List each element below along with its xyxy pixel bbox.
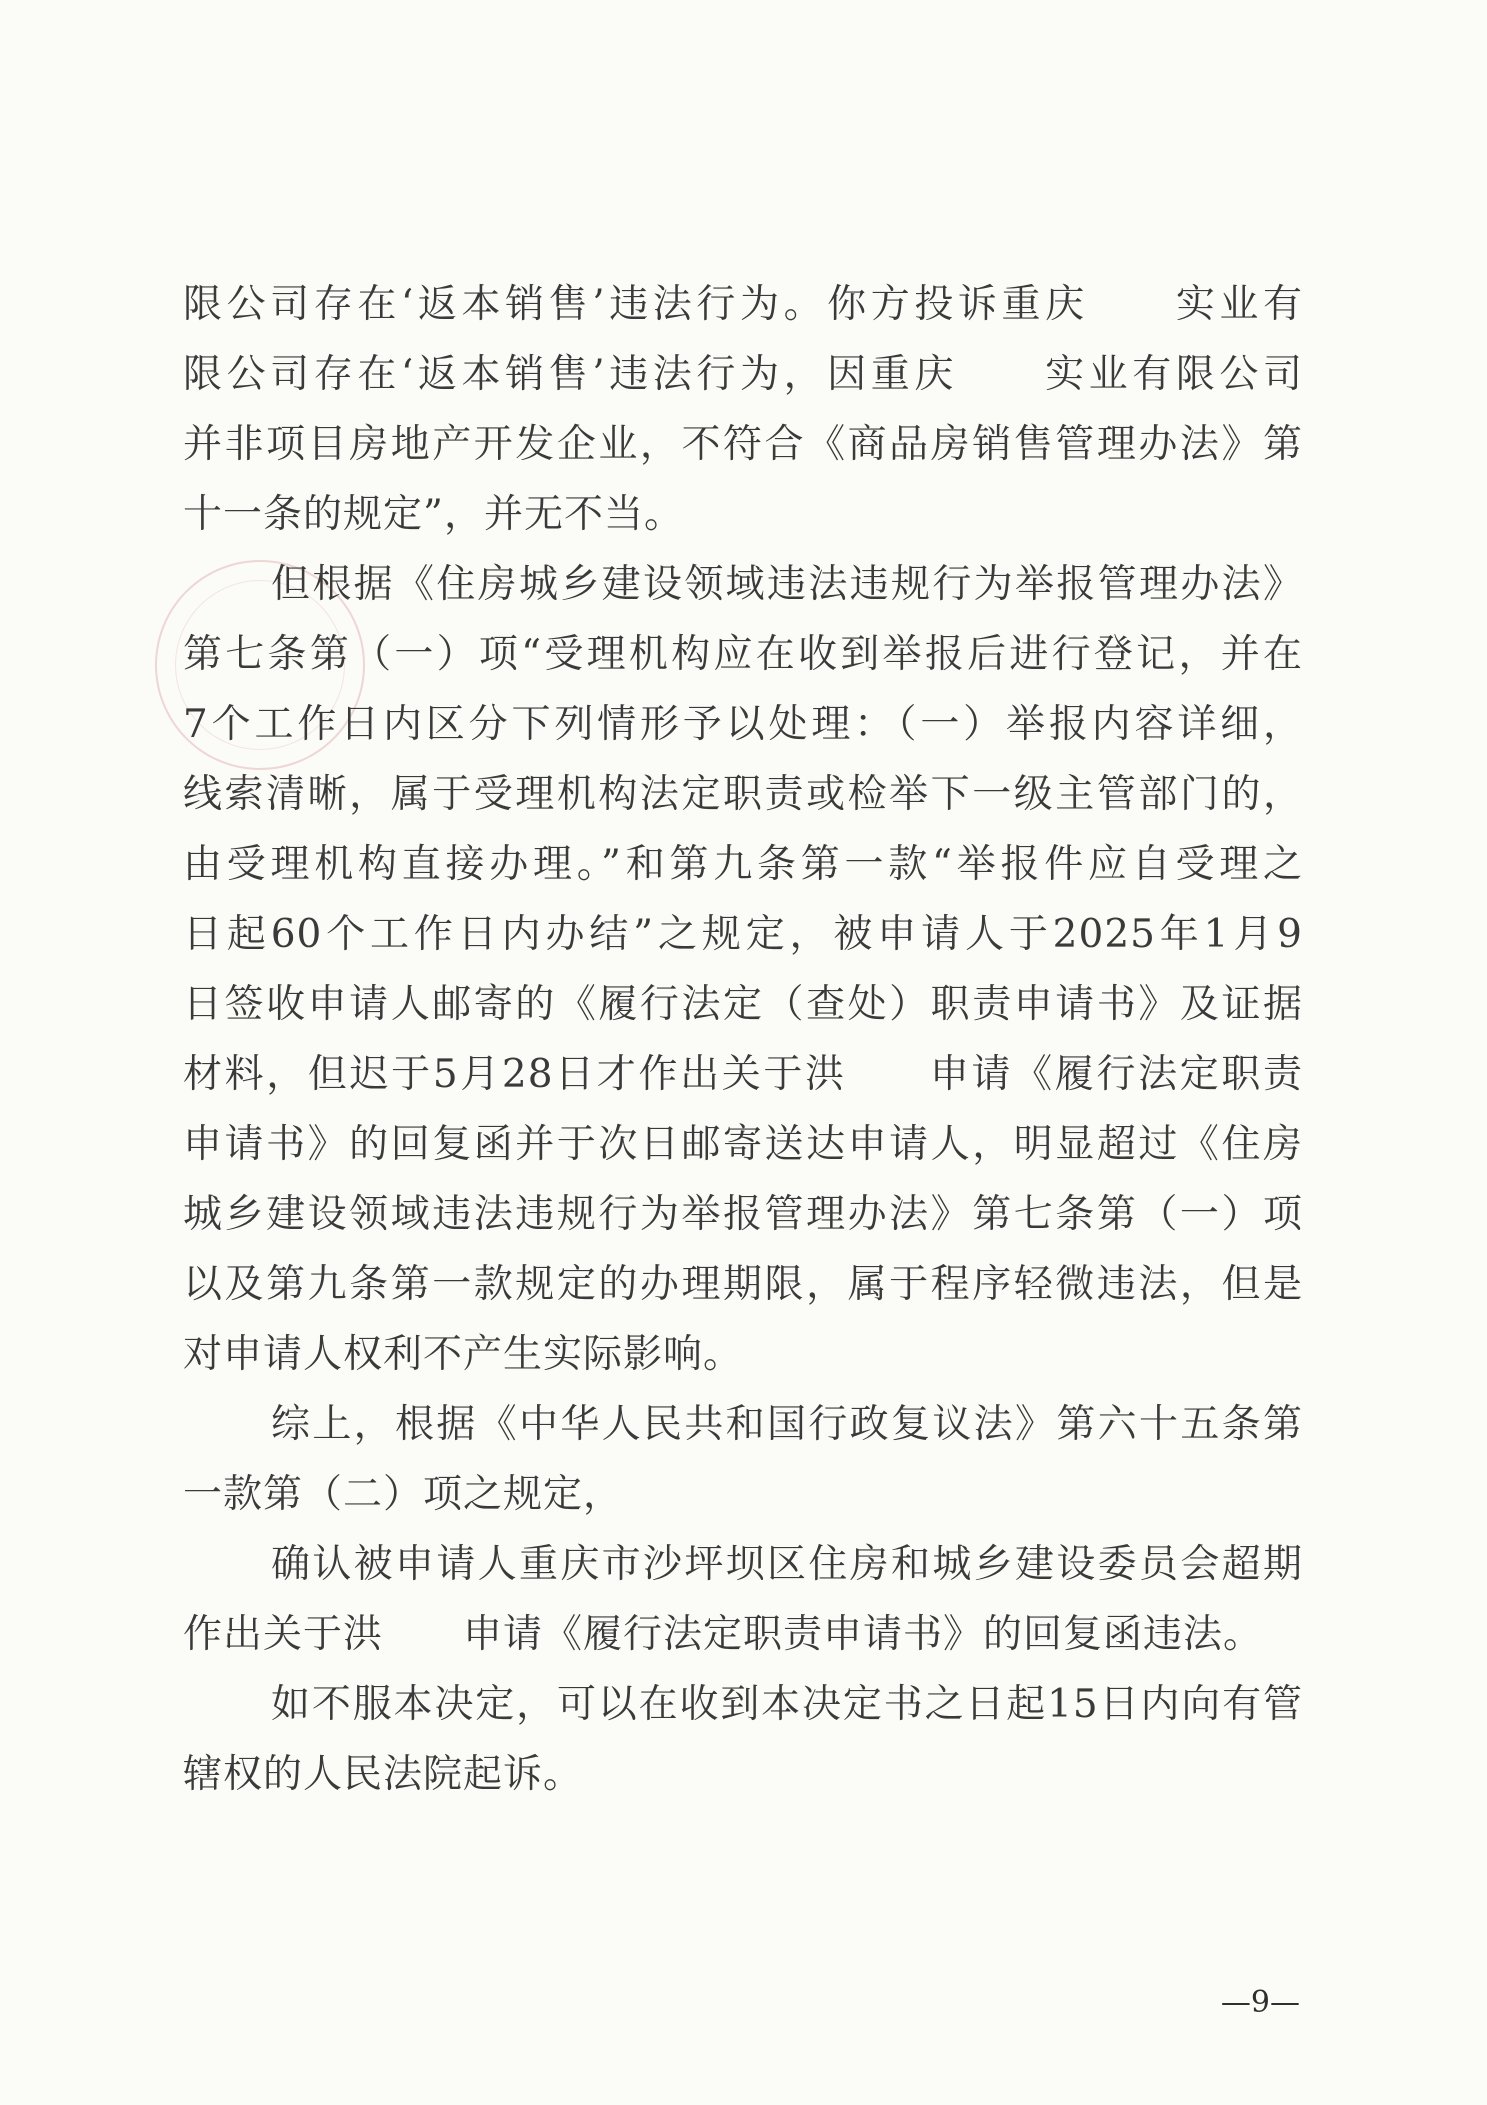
text-line: 线索清晰，属于受理机构法定职责或检举下一级主管部门的， xyxy=(183,772,1303,817)
text-line: 一款第（二）项之规定， xyxy=(183,1472,624,1517)
text-line: 但根据《住房城乡建设领域违法违规行为举报管理办法》 xyxy=(271,562,1303,607)
text-line: 对申请人权利不产生实际影响。 xyxy=(183,1332,744,1377)
text-line: 限公司存在‘返本销售’违法行为。你方投诉重庆 实业有 xyxy=(183,282,1303,327)
text-line: 如不服本决定，可以在收到本决定书之日起15日内向有管 xyxy=(271,1682,1303,1727)
text-line: 申请书》的回复函并于次日邮寄送达申请人，明显超过《住房 xyxy=(183,1122,1303,1167)
text-line: 作出关于洪 申请《履行法定职责申请书》的回复函违法。 xyxy=(183,1612,1264,1657)
text-line: 十一条的规定”，并无不当。 xyxy=(183,492,684,537)
document-body xyxy=(183,270,1303,1810)
text-line: 综上，根据《中华人民共和国行政复议法》第六十五条第 xyxy=(271,1402,1303,1447)
text-line: 第七条第（一）项“受理机构应在收到举报后进行登记，并在 xyxy=(183,632,1303,677)
text-line: 城乡建设领域违法违规行为举报管理办法》第七条第（一）项 xyxy=(183,1192,1303,1237)
text-line: 辖权的人民法院起诉。 xyxy=(183,1752,584,1797)
page-number: —9— xyxy=(1220,1985,1300,2020)
text-line: 日起60个工作日内办结”之规定，被申请人于2025年1月9 xyxy=(183,912,1303,957)
text-line: 以及第九条第一款规定的办理期限，属于程序轻微违法，但是 xyxy=(183,1262,1303,1307)
text-line: 确认被申请人重庆市沙坪坝区住房和城乡建设委员会超期 xyxy=(271,1542,1303,1587)
text-line: 由受理机构直接办理。”和第九条第一款“举报件应自受理之 xyxy=(183,842,1303,887)
text-line: 限公司存在‘返本销售’违法行为，因重庆 实业有限公司 xyxy=(183,352,1303,397)
text-line: 材料，但迟于5月28日才作出关于洪 申请《履行法定职责 xyxy=(183,1052,1303,1097)
text-line: 并非项目房地产开发企业，不符合《商品房销售管理办法》第 xyxy=(183,422,1303,467)
text-line: 7个工作日内区分下列情形予以处理：（一）举报内容详细， xyxy=(183,702,1303,747)
text-line: 日签收申请人邮寄的《履行法定（查处）职责申请书》及证据 xyxy=(183,982,1303,1027)
